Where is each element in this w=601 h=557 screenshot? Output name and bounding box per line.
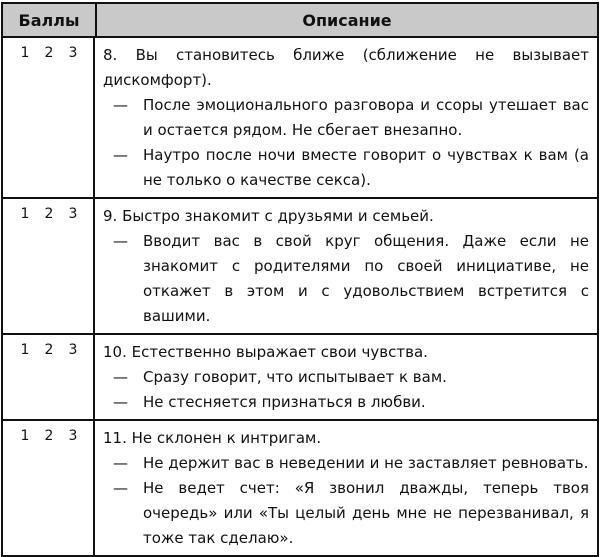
score-option-1[interactable]: 1 (20, 206, 30, 222)
score-options (3, 38, 95, 197)
table-row (3, 335, 597, 421)
score-option-2[interactable]: 2 (44, 428, 54, 444)
description-cell (95, 421, 597, 555)
score-option-1[interactable]: 1 (20, 342, 30, 358)
score-options (3, 421, 95, 555)
criterion-title: 11. Не склонен к интригам. (103, 429, 322, 447)
bullet-text: Не держит вас в неведении и не заставляет ревновать. (143, 454, 589, 472)
bullet-text: Вводит вас в свой круг общения. Даже если не знакомит с родителями по своей инициативе, не откажет в этом и с удовольствием встретится с вашими. (143, 232, 589, 325)
criterion-bullet (103, 93, 589, 143)
score-option-3[interactable]: 3 (68, 45, 78, 61)
dash-mark: — (113, 232, 128, 250)
criterion-bullet (103, 476, 589, 551)
table-row (3, 199, 597, 335)
description-cell (95, 199, 597, 333)
dash-mark: — (113, 454, 128, 472)
bullet-text: После эмоционального разговора и ссоры утешает вас и остается рядом. Не сбегает внезапно. (143, 96, 589, 139)
score-option-2[interactable]: 2 (44, 206, 54, 222)
bullet-text: Наутро после ночи вместе говорит о чувствах к вам (а не только о качестве секса). (143, 146, 589, 189)
score-option-1[interactable]: 1 (20, 45, 30, 61)
table-row (3, 38, 597, 199)
criterion-title: 8. Вы становитесь ближе (сближение не вызывает дискомфорт). (103, 46, 589, 89)
description-cell (95, 38, 597, 197)
score-option-1[interactable]: 1 (20, 428, 30, 444)
criterion-bullet (103, 229, 589, 329)
bullet-text: Не стесняется признаться в любви. (143, 393, 426, 411)
evaluation-table (1, 2, 599, 557)
score-option-2[interactable]: 2 (44, 45, 54, 61)
dash-mark: — (113, 96, 128, 114)
dash-mark: — (113, 393, 128, 411)
bullet-text: Не ведет счет: «Я звонил дважды, теперь твоя очередь» или «Ты целый день мне не перезванивал, я тоже так сделаю». (143, 479, 589, 547)
bullet-text: Сразу говорит, что испытывает к вам. (143, 368, 447, 386)
score-options (3, 199, 95, 333)
scores-column-header: Баллы (3, 4, 97, 36)
table-row (3, 421, 597, 555)
score-options (3, 335, 95, 419)
dash-mark: — (113, 368, 128, 386)
criterion-title: 9. Быстро знакомит с друзьями и семьей. (103, 207, 434, 225)
criterion-bullet (103, 143, 589, 193)
score-option-3[interactable]: 3 (68, 428, 78, 444)
table-header (3, 4, 597, 38)
score-option-3[interactable]: 3 (68, 206, 78, 222)
description-column-header: Описание (302, 10, 392, 30)
criterion-title: 10. Естественно выражает свои чувства. (103, 343, 428, 361)
criterion-bullet (103, 390, 589, 415)
score-option-2[interactable]: 2 (44, 342, 54, 358)
criterion-bullet (103, 451, 589, 476)
dash-mark: — (113, 479, 128, 497)
criterion-bullet (103, 365, 589, 390)
score-option-3[interactable]: 3 (68, 342, 78, 358)
description-cell (95, 335, 597, 419)
dash-mark: — (113, 146, 128, 164)
